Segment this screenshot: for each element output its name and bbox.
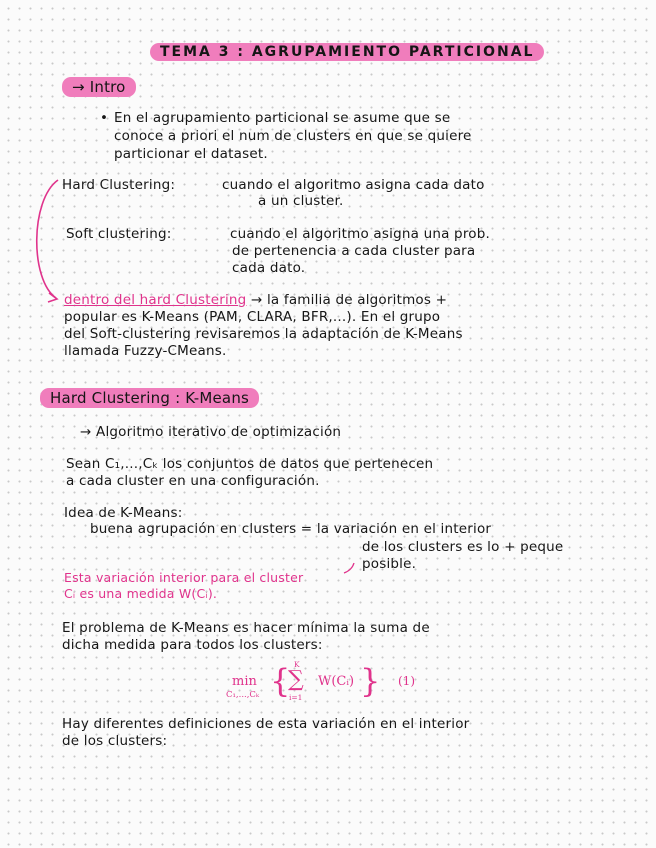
paragraph-pink-part: dentro del hard Clustering — [64, 292, 247, 308]
problem-line: dicha medida para todos los clusters: — [62, 637, 323, 653]
intro-line: conoce a priori el num de clusters en que se quiere — [114, 128, 472, 144]
sean-line: a cada cluster en una configuración. — [66, 473, 320, 489]
pink-note-line: Cᵢ es una medida W(Cᵢ). — [64, 586, 218, 601]
idea-line: buena agrupación en clusters = la variación en el interior — [90, 521, 492, 537]
idea-line: de los clusters es lo + peque — [362, 539, 564, 555]
soft-clustering-def: de pertenencia a cada cluster para — [232, 243, 476, 259]
algorithm-line: → Algoritmo iterativo de optimización — [80, 424, 342, 440]
soft-clustering-def: cuando el algoritmo asigna una prob. — [230, 226, 490, 242]
idea-title: Idea de K-Means: — [64, 505, 183, 521]
sigma-icon: ∑ — [288, 667, 304, 692]
intro-heading-highlight: → Intro — [62, 77, 136, 97]
final-line: de los clusters: — [62, 733, 168, 749]
sean-line: Sean C₁,...,Cₖ los conjuntos de datos que pertenecen — [66, 456, 434, 472]
brace-left-icon: { — [270, 662, 291, 700]
hard-clustering-def: cuando el algoritmo asigna cada dato — [222, 177, 485, 193]
formula-min-subscript: C₁,...,Cₖ — [226, 690, 260, 700]
title-highlight: TEMA 3 : AGRUPAMIENTO PARTICIONAL — [150, 43, 544, 61]
intro-line: particionar el dataset. — [114, 146, 268, 162]
sum-upper-limit: K — [294, 660, 300, 669]
formula — [224, 660, 444, 706]
final-line: Hay diferentes definiciones de esta variación en el interior — [62, 716, 470, 732]
equation-number: (1) — [398, 674, 415, 688]
paragraph-line-rest: → la familia de algoritmos + — [250, 292, 448, 308]
sum-lower-limit: i=1 — [289, 693, 303, 702]
paragraph-line: del Soft-clustering revisaremos la adaptación de K-Means — [64, 326, 463, 342]
soft-clustering-term: Soft clustering: — [66, 226, 172, 242]
problem-line: El problema de K-Means es hacer mínima la suma de — [62, 620, 430, 636]
formula-min: min — [232, 674, 257, 689]
hard-clustering-term: Hard Clustering: — [62, 177, 176, 193]
paragraph-line — [64, 292, 447, 308]
section-heading — [40, 389, 259, 407]
formula-term: W(Cᵢ) — [318, 674, 355, 689]
paragraph-line: llamada Fuzzy-CMeans. — [64, 343, 227, 359]
bullet-marker: • — [100, 110, 109, 126]
soft-clustering-def: cada dato. — [232, 260, 306, 276]
brace-right-icon: } — [360, 662, 381, 700]
pink-note-line: Esta variación interior para el cluster — [64, 570, 304, 585]
idea-line: posible. — [362, 556, 417, 572]
paragraph-line: popular es K-Means (PAM, CLARA, BFR,...). En el grupo — [64, 309, 441, 325]
hard-clustering-def: a un cluster. — [258, 193, 344, 209]
intro-line: En el agrupamiento particional se asume que se — [114, 110, 451, 126]
section-heading-highlight: Hard Clustering : K-Means — [40, 388, 259, 408]
